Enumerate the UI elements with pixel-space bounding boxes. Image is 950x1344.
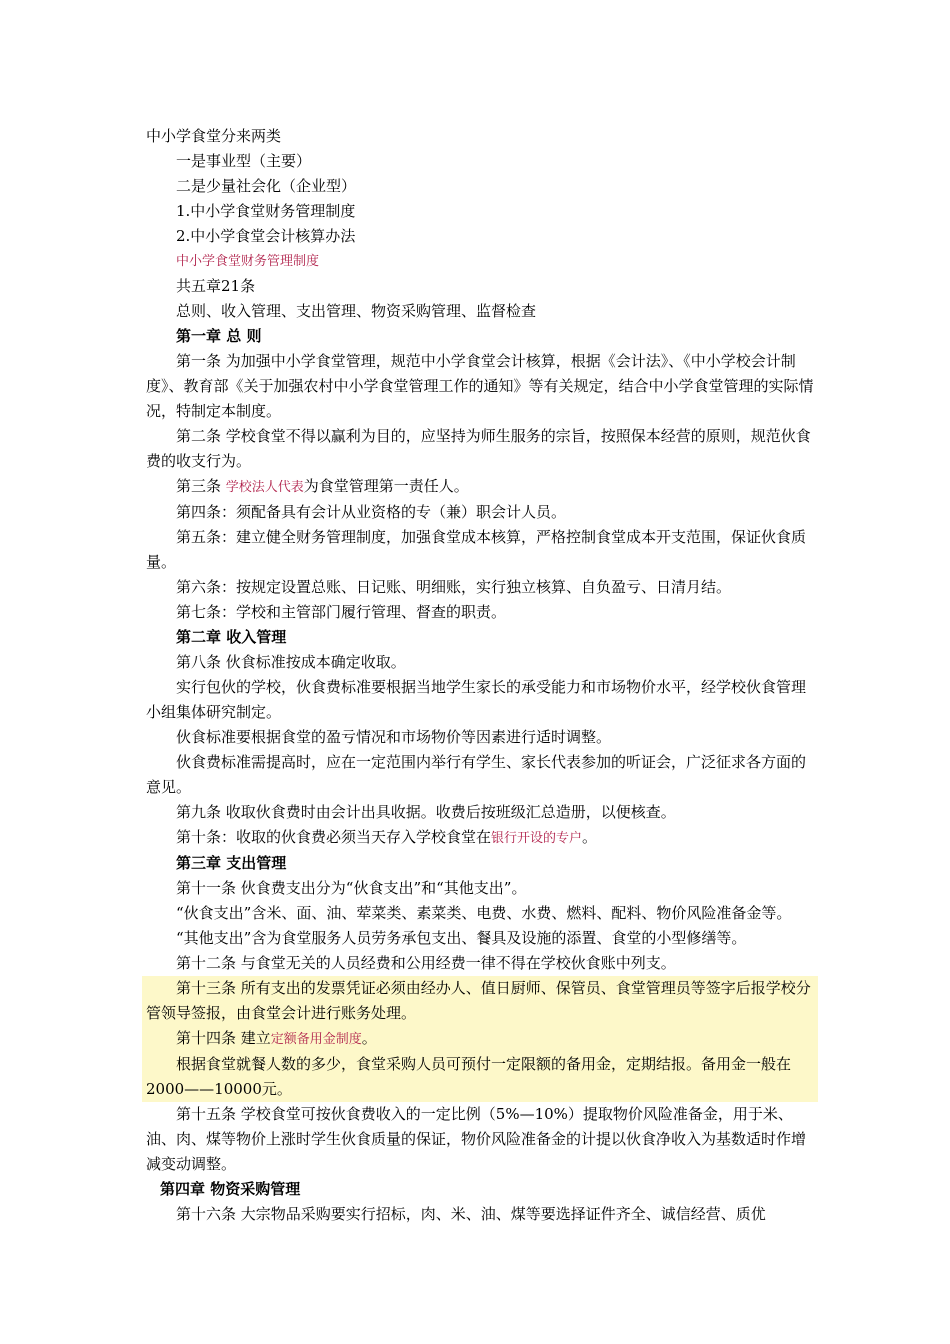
- summary-line: 总则、收入管理、支出管理、物资采购管理、监督检查: [176, 302, 537, 320]
- article-text: 第十条：收取的伙食费必须当天存入学校食堂在: [176, 828, 492, 846]
- intro-line: 二是少量社会化（企业型）: [176, 177, 357, 195]
- red-highlight-text: 定额备用金制度: [270, 1032, 362, 1047]
- body-paragraph: “其他支出”含为食堂服务人员劳务承包支出、餐具及设施的添置、食堂的小型修缮等。: [176, 929, 747, 947]
- article-paragraph: 第二条 学校食堂不得以赢利为目的，应坚持为师生服务的宗旨，按照保本经营的原则，规范伙食费的收支行为。: [146, 427, 811, 470]
- body-paragraph: 伙食标准要根据食堂的盈亏情况和市场物价等因素进行适时调整。: [176, 728, 612, 746]
- article-text: 。: [582, 828, 598, 846]
- chapter-heading: 第三章 支出管理: [176, 854, 287, 872]
- article-paragraph: 第九条 收取伙食费时由会计出具收据。收费后按班级汇总造册，以便核查。: [176, 803, 676, 821]
- intro-line: 一是事业型（主要）: [176, 152, 312, 170]
- chapter-heading: 第二章 收入管理: [176, 628, 287, 646]
- article-paragraph: 第八条 伙食标准按成本确定收取。: [176, 653, 406, 671]
- red-highlight-text: 学校法人代表: [225, 480, 304, 495]
- intro-line: 1.中小学食堂财务管理制度: [176, 202, 356, 220]
- article-paragraph: [146, 474, 814, 500]
- article-paragraph: 第一条 为加强中小学食堂管理，规范中小学食堂会计核算，根据《会计法》、《中小学校会计制度》、教育部《关于加强农村中小学食堂管理工作的通知》等有关规定，结合中小学食堂管理的实际情况，特制定本制度。: [146, 352, 814, 420]
- article-text: 第三条: [176, 477, 226, 495]
- body-paragraph: “伙食支出”含米、面、油、荤菜类、素菜类、电费、水费、燃料、配料、物价风险准备金等。: [176, 904, 792, 922]
- summary-line: 共五章21条: [176, 277, 256, 295]
- article-paragraph: [146, 825, 814, 851]
- chapter-heading: 第四章 物资采购管理: [160, 1180, 301, 1198]
- article-paragraph: 第十二条 与食堂无关的人员经费和公用经费一律不得在学校伙食账中列支。: [176, 954, 676, 972]
- article-paragraph: 第六条：按规定设置总账、日记账、明细账，实行独立核算、自负盈亏、日清月结。: [176, 578, 732, 596]
- intro-line: 2.中小学食堂会计核算办法: [176, 227, 356, 245]
- article-paragraph: 第四条：须配备具有会计从业资格的专（兼）职会计人员。: [176, 503, 567, 521]
- article-paragraph: [146, 1026, 814, 1052]
- body-paragraph: 伙食费标准需提高时，应在一定范围内举行有学生、家长代表参加的听证会，广泛征求各方面的意见。: [146, 753, 807, 796]
- chapter-heading: 第一章 总 则: [176, 327, 262, 345]
- article-paragraph: 第十五条 学校食堂可按伙食费收入的一定比例（5%—10%）提取物价风险准备金，用于米、油、肉、煤等物价上涨时学生伙食质量的保证，物价风险准备金的计提以伙食净收入为基数适时作增减变动调整。: [146, 1105, 807, 1173]
- article-paragraph: 第五条：建立健全财务管理制度，加强食堂成本核算，严格控制食堂成本开支范围，保证伙食质量。: [146, 528, 807, 571]
- red-document-title: 中小学食堂财务管理制度: [176, 254, 320, 269]
- body-paragraph: 实行包伙的学校，伙食费标准要根据当地学生家长的承受能力和市场物价水平，经学校伙食管理小组集体研究制定。: [146, 678, 807, 721]
- red-highlight-text: 银行开设的专户: [491, 831, 583, 846]
- highlighted-section: [142, 976, 818, 1102]
- document-body: [146, 124, 814, 1227]
- article-paragraph: 第十六条 大宗物品采购要实行招标，肉、米、油、煤等要选择证件齐全、诚信经营、质优: [176, 1205, 766, 1223]
- article-text: 为食堂管理第一责任人。: [303, 477, 469, 495]
- intro-line: 中小学食堂分来两类: [146, 127, 282, 145]
- article-paragraph: 第七条：学校和主管部门履行管理、督查的职责。: [176, 603, 507, 621]
- article-text: 。: [361, 1029, 377, 1047]
- body-paragraph: 根据食堂就餐人数的多少，食堂采购人员可预付一定限额的备用金，定期结报。备用金一般在2000——10000元。: [146, 1055, 792, 1098]
- article-text: 第十四条 建立: [176, 1029, 271, 1047]
- article-paragraph: 第十三条 所有支出的发票凭证必须由经办人、值日厨师、保管员、食堂管理员等签字后报学校分管领导签报，由食堂会计进行账务处理。: [146, 979, 811, 1022]
- article-paragraph: 第十一条 伙食费支出分为“伙食支出”和“其他支出”。: [176, 879, 527, 897]
